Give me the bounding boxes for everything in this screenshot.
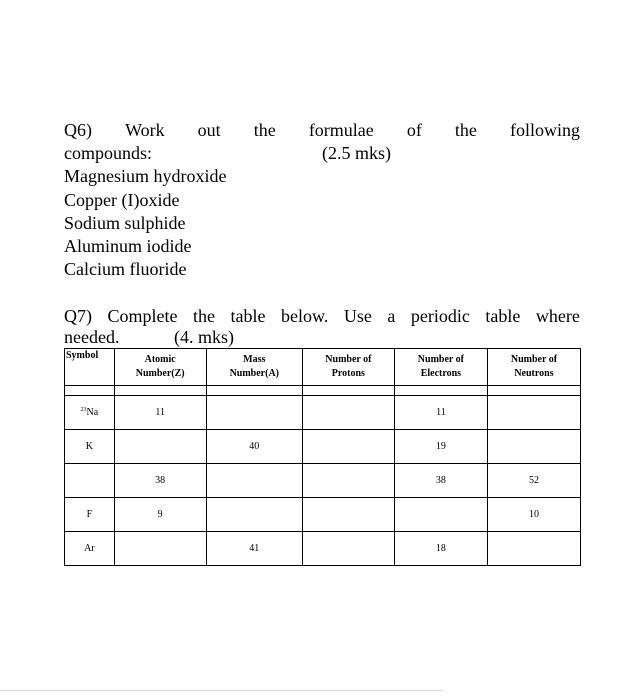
cell-atomic[interactable]: 11 xyxy=(114,396,206,430)
cell-neutrons[interactable] xyxy=(487,396,580,430)
cell-protons[interactable] xyxy=(302,430,394,464)
cell-electrons[interactable]: 18 xyxy=(394,532,487,566)
q7-word: table xyxy=(485,306,521,326)
q7-word: Use xyxy=(343,306,372,326)
q7-heading xyxy=(64,306,580,327)
page-divider xyxy=(0,690,443,691)
header-neutrons: Number of Neutrons xyxy=(487,349,580,386)
compound-item: Aluminum iodide xyxy=(64,236,192,257)
q7-marks: (4. mks) xyxy=(174,327,234,347)
cell-atomic[interactable]: 9 xyxy=(114,498,206,532)
cell-protons[interactable] xyxy=(302,498,394,532)
q7-word: periodic xyxy=(410,306,470,326)
compound-item: Copper (I)oxide xyxy=(64,189,180,210)
q7-word: a xyxy=(387,306,396,326)
header-symbol: Symbol xyxy=(65,349,115,386)
q7-word: Q7) xyxy=(64,306,92,326)
cell-symbol: K xyxy=(65,430,115,464)
table-spacer-row xyxy=(65,386,581,396)
cell-neutrons[interactable] xyxy=(487,430,580,464)
q6-word: out xyxy=(197,120,221,140)
cell-mass[interactable] xyxy=(206,498,302,532)
q6-compounds-label: compounds: xyxy=(64,143,152,164)
cell-symbol: F xyxy=(65,498,115,532)
q7-word: table xyxy=(230,306,266,326)
cell-electrons[interactable]: 11 xyxy=(394,396,487,430)
q6-word: following xyxy=(509,120,580,140)
cell-atomic[interactable]: 38 xyxy=(114,464,206,498)
cell-symbol: $^{23}$Na xyxy=(65,396,115,430)
cell-atomic[interactable] xyxy=(114,532,206,566)
q7-word: below. xyxy=(281,306,329,326)
q7-word: the xyxy=(193,306,216,326)
q6-heading-cont xyxy=(64,142,580,165)
cell-mass[interactable]: 41 xyxy=(206,532,302,566)
compound-item: Calcium fluoride xyxy=(64,259,187,280)
cell-symbol: Ar xyxy=(65,532,115,566)
cell-symbol[interactable] xyxy=(65,464,115,498)
q6-word: of xyxy=(406,120,422,140)
table-row xyxy=(65,532,581,566)
cell-protons[interactable] xyxy=(302,464,394,498)
q7-heading-cont xyxy=(64,327,580,348)
cell-neutrons[interactable] xyxy=(487,532,580,566)
q6-marks: (2.5 mks) xyxy=(322,143,391,164)
header-electrons: Number of Electrons xyxy=(394,349,487,386)
cell-neutrons[interactable]: 52 xyxy=(487,464,580,498)
table-row xyxy=(65,430,581,464)
question-6 xyxy=(64,119,580,282)
q6-word: Q6) xyxy=(64,120,92,140)
question-7 xyxy=(64,306,580,348)
q6-word: the xyxy=(454,120,477,140)
q6-word: the xyxy=(253,120,276,140)
cell-electrons[interactable]: 19 xyxy=(394,430,487,464)
atomic-structure-table xyxy=(64,348,581,566)
cell-electrons[interactable]: 38 xyxy=(394,464,487,498)
cell-electrons[interactable] xyxy=(394,498,487,532)
cell-protons[interactable] xyxy=(302,396,394,430)
table-row xyxy=(65,464,581,498)
q6-word: Work xyxy=(125,120,165,140)
cell-neutrons[interactable]: 10 xyxy=(487,498,580,532)
header-protons: Number of Protons xyxy=(302,349,394,386)
cell-mass[interactable] xyxy=(206,464,302,498)
table-row xyxy=(65,396,581,430)
cell-protons[interactable] xyxy=(302,532,394,566)
table-row xyxy=(65,498,581,532)
cell-mass[interactable] xyxy=(206,396,302,430)
q6-word: formulae xyxy=(308,120,374,140)
compound-item: Magnesium hydroxide xyxy=(64,166,227,187)
compound-item: Sodium sulphide xyxy=(64,212,186,233)
cell-atomic[interactable] xyxy=(114,430,206,464)
cell-mass[interactable]: 40 xyxy=(206,430,302,464)
q7-needed: needed. xyxy=(64,327,120,347)
header-atomic-number: Atomic Number(Z) xyxy=(114,349,206,386)
q7-word: Complete xyxy=(107,306,178,326)
q6-heading xyxy=(64,119,580,142)
q7-word: where xyxy=(535,306,580,326)
table-header-row xyxy=(65,349,581,386)
header-mass-number: Mass Number(A) xyxy=(206,349,302,386)
